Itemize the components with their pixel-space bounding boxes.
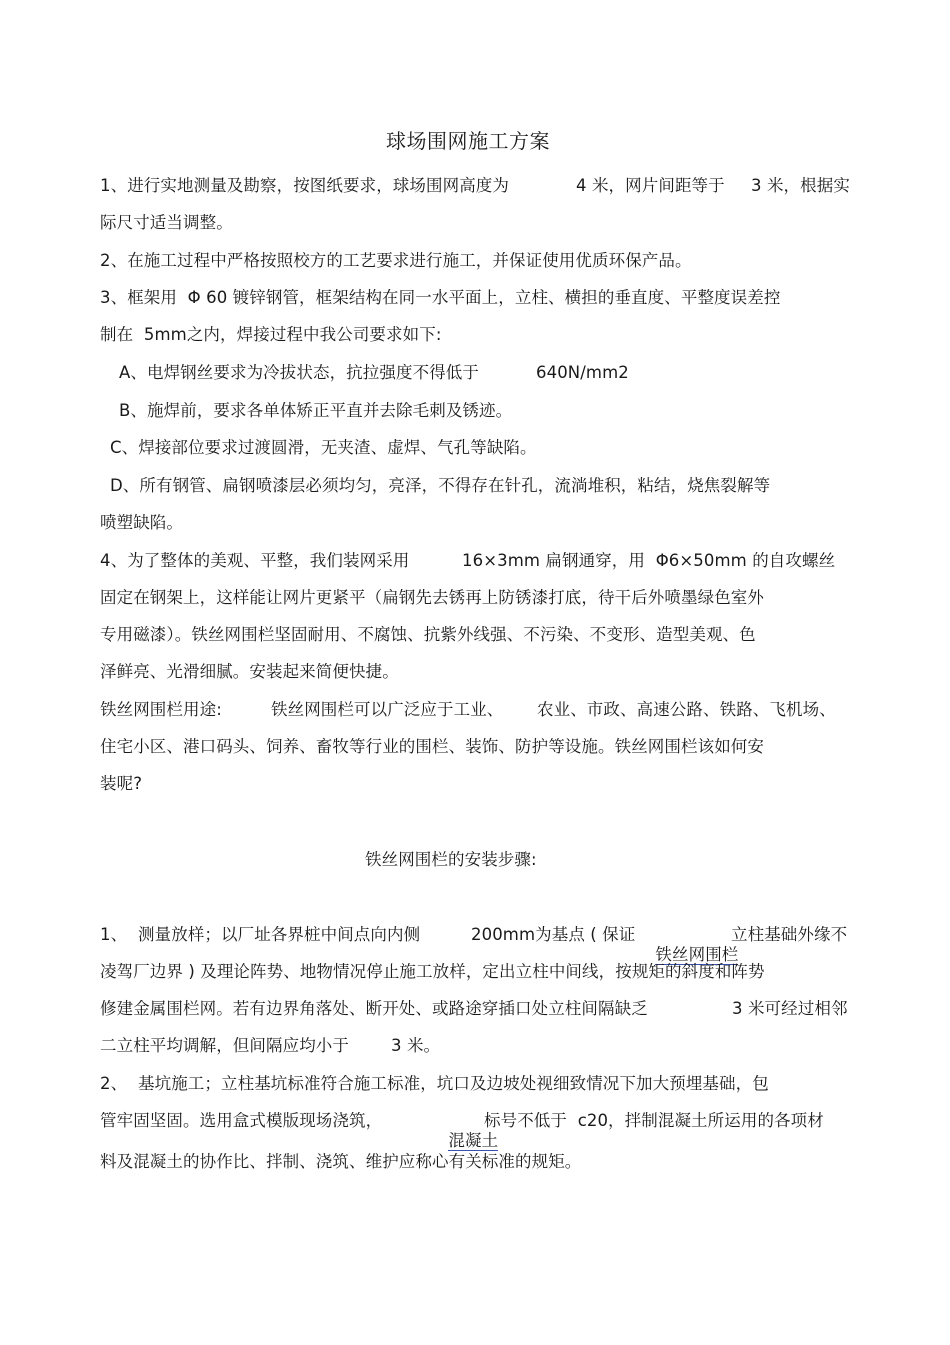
step-1-text-a: 测量放样；以厂址各界桩中间点向内侧 [138,925,421,944]
item-c: C、焊接部位要求过渡圆滑，无夹渣、虚焊、气孔等缺陷。 [110,438,537,457]
step-2-line-3: 料及混凝土的协作比、拌制、浇筑、维护应称心有关标准的规矩。 [100,1152,582,1171]
step-2-line-2b: 标号不低于 c20，拌制混凝土所运用的各项材 [484,1111,824,1130]
paragraph-4-line-4: 泽鲜亮、光滑细腻。安装起来简便快捷。 [100,662,399,681]
section-subtitle: 铁丝网围栏的安装步骤: [365,850,537,869]
paragraph-3-line-1: 3、框架用 Φ 60 镀锌钢管，框架结构在同一水平面上，立柱、横担的垂直度、平整度误差控 [100,288,781,307]
usage-line-3: 装呢? [100,774,143,793]
step-1-line-3a: 修建金属围栏网。若有边界角落处、断开处、或路途穿插口处立柱间隔缺乏 [100,999,648,1018]
paragraph-1-line-2: 际尺寸适当调整。 [100,213,233,232]
item-a-value: 640N/mm2 [536,363,629,382]
item-d-line-1: D、所有钢管、扁钢喷漆层必须均匀，亮泽，不得存在针孔，流淌堆积，粘结，烧焦裂解等 [110,476,771,495]
step-2-number: 2、 [100,1074,128,1093]
step-1-text-c: 立柱基础外缘不 [731,925,848,944]
step-1-line-3b: 3 米可经过相邻 [732,999,848,1018]
paragraph-3-line-2: 制在 5mm之内，焊接过程中我公司要求如下: [100,325,442,344]
step-1-line-2: 凌驾厂边界 ) 及理论阵势、地物情况停止施工放样，定出立柱中间线，按规矩的斜度和阵势 [100,962,765,981]
paragraph-1-height-value: 4 米，网片间距等于 [576,176,725,195]
usage-label: 铁丝网围栏用途: [100,700,222,719]
item-b: B、施焊前，要求各单体矫正平直并去除毛刺及锈迹。 [119,401,513,420]
paragraph-4-line-3: 专用磁漆）。铁丝网围栏坚固耐用、不腐蚀、抗紫外线强、不污染、不变形、造型美观、色 [100,625,756,644]
step-1-text-b: 200mm为基点 ( 保证 [471,925,636,944]
paragraph-4-line-2: 固定在钢架上，这样能让网片更紧平（扁钢先去锈再上防锈漆打底，待干后外喷墨绿色室外 [100,588,764,607]
step-2-line-2a: 管牢固坚固。选用盒式模版现场浇筑， [100,1111,383,1130]
concrete-link[interactable]: 混凝土 [448,1131,499,1150]
item-a-text: A、电焊钢丝要求为冷拔状态，抗拉强度不得低于 [119,363,479,382]
item-d-line-2: 喷塑缺陷。 [100,513,183,532]
paragraph-4-line-1a: 4、为了整体的美观、平整，我们装网采用 [100,551,410,570]
usage-line-2: 住宅小区、港口码头、饲养、畜牧等行业的围栏、装饰、防护等设施。铁丝网围栏该如何安 [100,737,764,756]
paragraph-1-line-1: 1、进行实地测量及勘察，按图纸要求，球场围网高度为 [100,176,509,195]
paragraph-1-spacing-value: 3 米，根据实 [751,176,850,195]
usage-text-2: 农业、市政、高速公路、铁路、飞机场、 [537,700,836,719]
paragraph-2: 2、在施工过程中严格按照校方的工艺要求进行施工，并保证使用优质环保产品。 [100,251,692,270]
paragraph-4-line-1b: 16×3mm 扁钢通穿，用 Φ6×50mm 的自攻螺丝 [462,551,836,570]
step-2-text-a: 基坑施工；立柱基坑标准符合施工标准，坑口及边坡处视细致情况下加大预埋基础，包 [138,1074,769,1093]
step-1-line-4b: 3 米。 [391,1036,441,1055]
step-1-line-4a: 二立柱平均调解，但间隔应均小于 [100,1036,349,1055]
document-title: 球场围网施工方案 [386,129,550,153]
usage-text-1: 铁丝网围栏可以广泛应于工业、 [271,700,504,719]
step-1-number: 1、 [100,925,128,944]
fence-link[interactable]: 铁丝网围栏 [655,945,739,964]
